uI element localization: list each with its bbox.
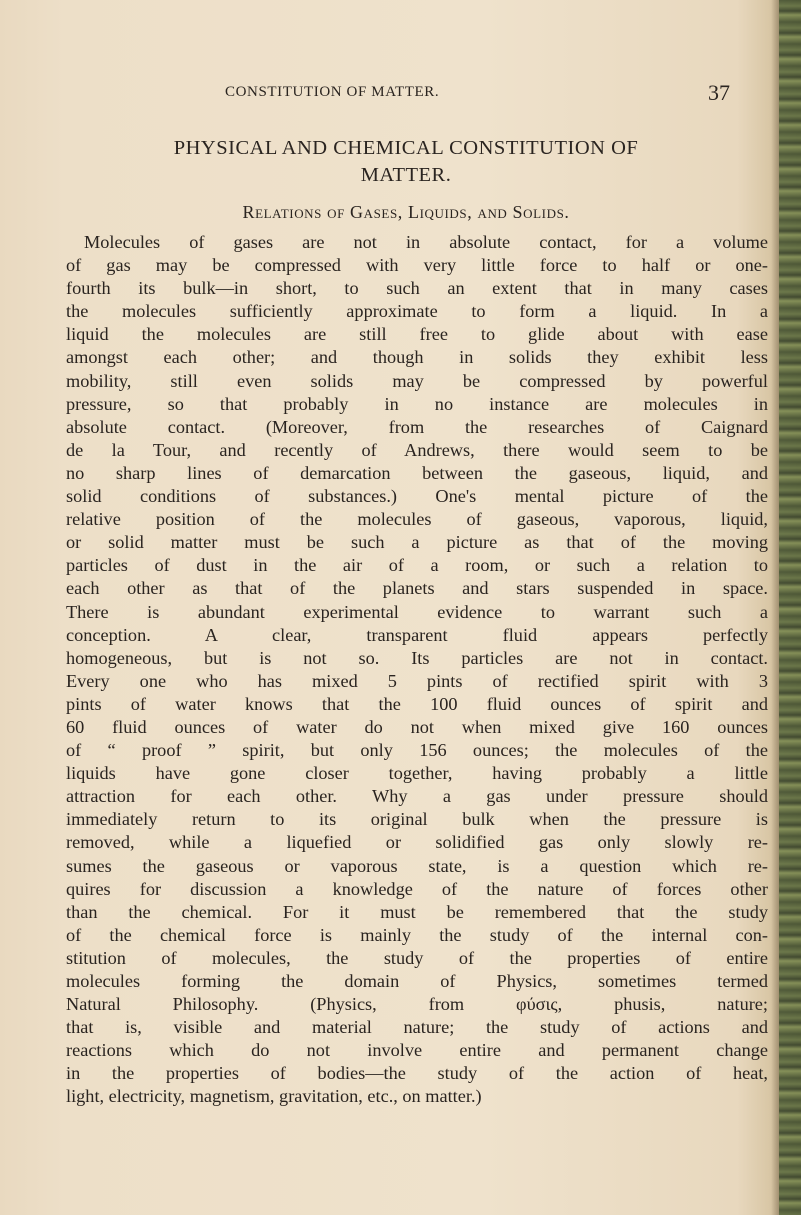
page-edge-shadow <box>771 0 779 1215</box>
text-line: absolute contact. (Moreover, from the researches of Caignard <box>66 416 768 437</box>
text-line: pints of water knows that the 100 fluid ounces of spirit and <box>66 693 768 714</box>
text-line: de la Tour, and recently of Andrews, there would seem to be <box>66 439 768 460</box>
text-line: that is, visible and material nature; the study of actions and <box>66 1017 768 1038</box>
text-line: liquid the molecules are still free to glide about with ease <box>66 324 768 345</box>
text-line: molecules forming the domain of Physics, sometimes termed <box>66 971 768 991</box>
chapter-title <box>30 135 782 189</box>
text-line: in the properties of bodies—the study of the action of heat, <box>66 1063 768 1084</box>
text-line: stitution of molecules, the study of the properties of entire <box>66 947 768 968</box>
text-line: mobility, still even solids may be compressed by powerful <box>66 370 768 391</box>
running-title: CONSTITUTION OF MATTER. <box>225 84 440 100</box>
text-line: no sharp lines of demarcation between the gaseous, liquid, and <box>66 462 768 483</box>
running-head <box>0 80 801 104</box>
text-line: conception. A clear, transparent fluid appears perfectly <box>66 624 768 645</box>
text-line: Molecules of gases are not in absolute contact, for a volume <box>84 232 768 252</box>
chapter-title-line-2: MATTER. <box>360 164 452 186</box>
page-number: 37 <box>708 80 730 105</box>
text-line: removed, while a liquefied or solidified gas only slowly re- <box>66 832 768 853</box>
text-line: fourth its bulk—in short, to such an extent that in many cases <box>66 278 768 299</box>
text-line: Natural Philosophy. (Physics, from φύσις, phusis, nature; <box>66 994 768 1015</box>
chapter-title-line-1: PHYSICAL AND CHEMICAL CONSTITUTION OF <box>173 137 639 159</box>
text-line: relative position of the molecules of gaseous, vaporous, liquid, <box>66 509 768 530</box>
text-line: of “ proof ” spirit, but only 156 ounces; the molecules of the <box>66 740 768 761</box>
text-line: the molecules sufficiently approximate to form a liquid. In a <box>66 301 768 322</box>
text-line: Every one who has mixed 5 pints of rectified spirit with 3 <box>66 670 768 691</box>
text-line: homogeneous, but is not so. Its particles are not in contact. <box>66 647 768 668</box>
text-line: immediately return to its original bulk when the pressure is <box>66 809 768 830</box>
text-line: There is abundant experimental evidence to warrant such a <box>66 601 768 622</box>
text-line: liquids have gone closer together, having probably a little <box>66 763 768 784</box>
text-line: attraction for each other. Why a gas under pressure should <box>66 786 768 807</box>
text-line: sumes the gaseous or vaporous state, is a question which re- <box>66 855 768 876</box>
text-line: amongst each other; and though in solids they exhibit less <box>66 347 768 368</box>
text-line: light, electricity, magnetism, gravitation, etc., on matter.) <box>66 1086 482 1107</box>
text-line: or solid matter must be such a picture as that of the moving <box>66 532 768 553</box>
text-line: solid conditions of substances.) One's mental picture of the <box>66 486 768 507</box>
book-binding-edge <box>779 0 801 1215</box>
text-line: 60 fluid ounces of water do not when mixed give 160 ounces <box>66 716 768 737</box>
text-line: particles of dust in the air of a room, or such a relation to <box>66 555 768 576</box>
text-line: each other as that of the planets and stars suspended in space. <box>66 578 768 599</box>
text-line: quires for discussion a knowledge of the nature of forces other <box>66 878 768 899</box>
section-title: Relations of Gases, Liquids, and Solids. <box>242 202 570 222</box>
text-line: than the chemical. For it must be remembered that the study <box>66 901 768 922</box>
text-line: of the chemical force is mainly the study of the internal con- <box>66 924 768 945</box>
body-paragraph <box>66 231 768 1109</box>
text-line: of gas may be compressed with very little force to half or one- <box>66 255 768 276</box>
text-line: reactions which do not involve entire and permanent change <box>66 1040 768 1061</box>
text-line: pressure, so that probably in no instance are molecules in <box>66 393 768 414</box>
